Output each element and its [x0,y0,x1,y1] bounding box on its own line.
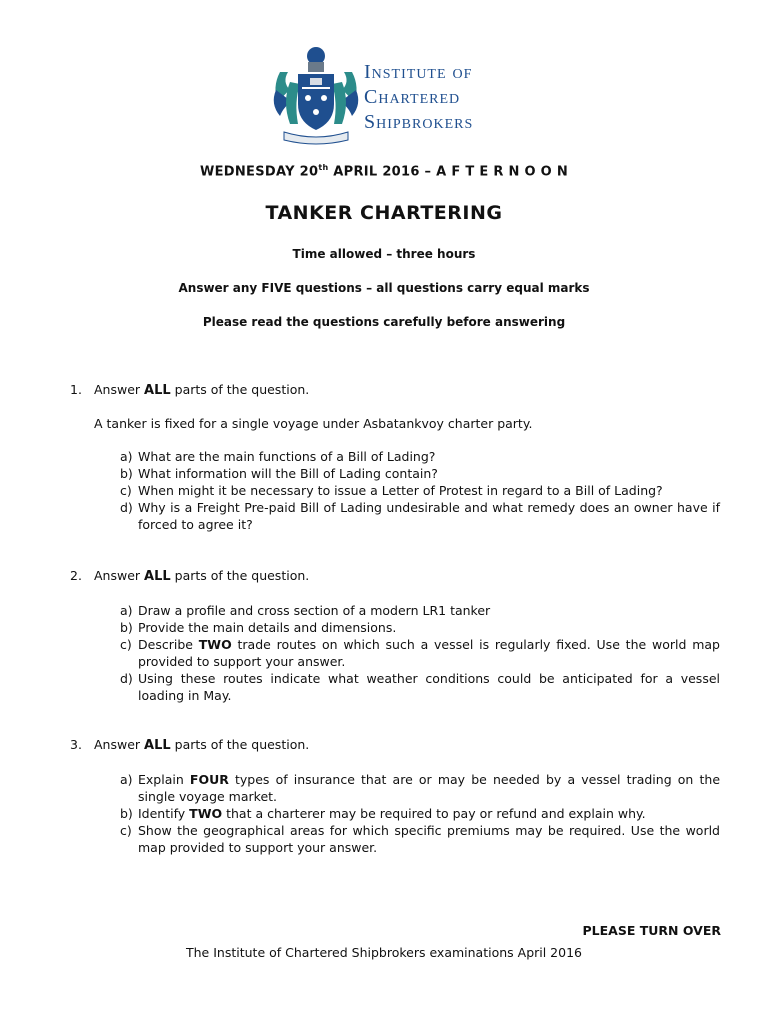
question-part [120,465,720,482]
institute-logo [270,38,500,150]
question-parts [120,448,720,533]
part-text: What information will the Bill of Lading contain? [138,466,438,481]
part-label: c) [120,483,132,498]
part-text: What are the main functions of a Bill of Lading? [138,449,436,464]
read-note: Please read the questions carefully before answering [202,315,566,329]
part-text: Why is a Freight Pre-paid Bill of Lading undesirable and what remedy does an owner have if forced to agree it? [138,500,720,532]
part-text-post: types of insurance that are or may be needed by a vessel trading on the single voyage market. [138,772,721,804]
question-parts [120,602,720,704]
part-text: Show the geographical areas for which specific premiums may be required. Use the world map provided to support your answer. [138,823,720,855]
part-label: d) [120,500,133,515]
time-allowed: Time allowed – three hours [292,247,476,261]
question-number: 2. [70,568,82,583]
part-text-post: that a charterer may be required to pay or refund and explain why. [222,806,646,821]
lead-bold: ALL [144,738,171,753]
lead-pre: Answer [94,737,145,752]
lead-bold: ALL [144,383,171,398]
question-part [120,448,720,465]
part-label: b) [120,806,133,821]
part-text-pre: Describe [138,637,199,652]
exam-title: TANKER CHARTERING [265,202,503,224]
question-part [120,619,720,636]
part-label: a) [120,603,133,618]
part-text: Provide the main details and dimensions. [138,620,397,635]
part-label: c) [120,637,132,652]
question-part [120,636,720,670]
part-text-post: trade routes on which such a vessel is regularly fixed. Use the world map provided to support your answer. [138,637,720,669]
date-suffix-sup: th [318,163,329,172]
part-text: Draw a profile and cross section of a modern LR1 tanker [138,603,491,618]
page-footer: The Institute of Chartered Shipbrokers examinations April 2016 [186,945,582,960]
question-part [120,602,720,619]
lead-bold: ALL [144,569,171,584]
question-lead [94,382,309,398]
exam-instructions: Answer any FIVE questions – all questions carry equal marks [178,281,590,295]
part-label: a) [120,449,133,464]
part-text-bold: TWO [189,806,223,821]
question-part [120,822,720,856]
part-label: b) [120,620,133,635]
question-part [120,482,720,499]
question-part [120,499,720,533]
logo-wordmark [364,60,473,135]
part-label: b) [120,466,133,481]
question-number: 3. [70,737,82,752]
lead-post: parts of the question. [170,382,310,397]
logo-line-1: Institute of [364,61,473,83]
part-label: c) [120,823,132,838]
lead-post: parts of the question. [170,568,310,583]
lead-post: parts of the question. [170,737,310,752]
part-text-pre: Identify [138,806,190,821]
part-text: When might it be necessary to issue a Letter of Protest in regard to a Bill of Lading? [138,483,663,498]
question-lead [94,568,309,584]
date-prefix: WEDNESDAY 20 [199,164,319,180]
part-text-bold: FOUR [189,772,229,787]
part-label: d) [120,671,133,686]
question-parts [120,771,720,856]
question-lead [94,737,309,753]
part-text: Using these routes indicate what weather conditions could be anticipated for a vessel loading in May. [138,671,720,703]
exam-date [0,163,768,179]
logo-line-3: Shipbrokers [364,111,474,133]
lead-pre: Answer [94,382,145,397]
question-intro: A tanker is fixed for a single voyage under Asbatankvoy charter party. [94,416,533,431]
question-part [120,670,720,704]
lead-pre: Answer [94,568,145,583]
coat-of-arms-icon [270,42,362,150]
question-part [120,771,720,805]
part-label: a) [120,772,133,787]
logo-line-2: Chartered [364,86,461,108]
question-number: 1. [70,382,82,397]
question-part [120,805,720,822]
part-text-bold: TWO [198,637,232,652]
date-rest: APRIL 2016 – A F T E R N O O N [328,164,569,180]
part-text-pre: Explain [138,772,190,787]
please-turn-over: PLEASE TURN OVER [582,923,721,938]
